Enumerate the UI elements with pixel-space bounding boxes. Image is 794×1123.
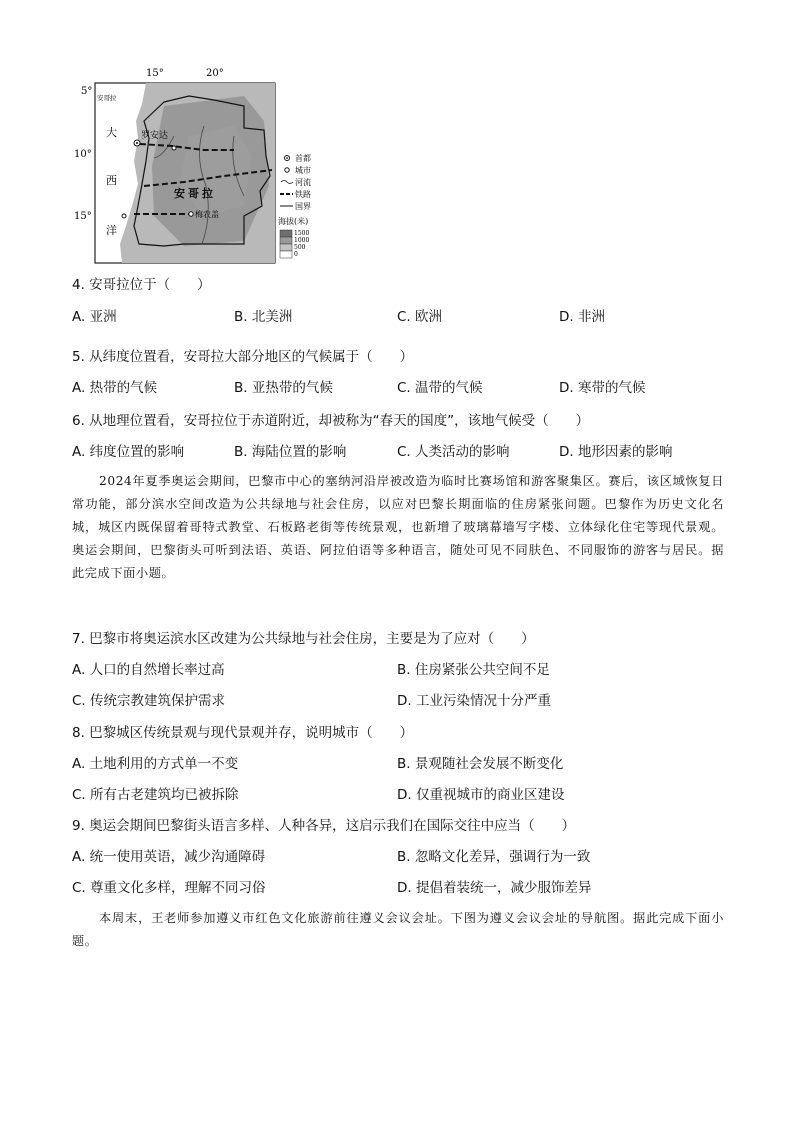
elev-level: 1000: [294, 237, 310, 244]
elev-level: 0: [294, 251, 298, 258]
elev-level: 500: [294, 244, 306, 251]
angola-map: [74, 66, 334, 266]
capital-marker-dot: [136, 142, 138, 144]
ocean-label: 洋: [106, 224, 117, 237]
country-label: 安哥拉: [174, 187, 216, 200]
question-5-option-d[interactable]: D. 寒带的气候: [559, 380, 646, 396]
question-9-option-c[interactable]: C. 尊重文化多样，理解不同习俗: [72, 880, 266, 896]
question-9-option-a[interactable]: A. 统一使用英语，减少沟通障碍: [72, 849, 266, 865]
question-7-stem: 7. 巴黎市将奥运滨水区改建为公共绿地与社会住房，主要是为了应对（ ）: [72, 631, 535, 647]
city-marker: [122, 214, 126, 218]
question-9-option-b[interactable]: B. 忽略文化差异，强调行为一致: [397, 849, 591, 865]
question-7-option-a[interactable]: A. 人口的自然增长率过高: [72, 662, 225, 678]
elev-swatch: [280, 237, 292, 244]
question-8-option-c[interactable]: C. 所有古老建筑均已被拆除: [72, 787, 239, 803]
question-5-option-a[interactable]: A. 热带的气候: [72, 380, 158, 396]
city-marker: [172, 146, 176, 150]
question-6-option-d[interactable]: D. 地形因素的影响: [559, 444, 673, 460]
legend-city: 城市: [295, 166, 311, 175]
elev-swatch: [280, 244, 292, 251]
corner-label: 安哥拉: [97, 94, 117, 102]
lat-label: 5°: [81, 86, 93, 97]
question-8-option-a[interactable]: A. 土地利用的方式单一不变: [72, 756, 239, 772]
legend-elev-title: 海拔(米): [278, 217, 309, 226]
question-8-stem: 8. 巴黎城区传统景观与现代景观并存，说明城市（ ）: [72, 725, 414, 741]
reading-passage-paris: 2024年夏季奥运会期间，巴黎市中心的塞纳河沿岸被改造为临时比赛场馆和游客聚集区。赛后，该区域恢复日常功能，部分滨水空间改造为公共绿地与社会住房，以应对巴黎长期面临的住房紧张问题。巴黎作为历史文化名城，城区内既保留着哥特式教堂、石板路老街等传统景观，也新增了玻璃幕墙写字楼、立体绿化住宅等现代景观。奥运会期间，巴黎街头可听到法语、英语、阿拉伯语等多种语言，随处可见不同肤色、不同服饰的游客与居民。据此完成下面小题。: [72, 474, 724, 580]
lat-label: 10°: [74, 149, 92, 160]
lon-label: 15°: [146, 68, 164, 79]
question-5-option-c[interactable]: C. 温带的气候: [397, 380, 483, 396]
question-4-option-d[interactable]: D. 非洲: [559, 309, 605, 325]
elev-level: 1500: [294, 230, 310, 237]
question-5-stem: 5. 从纬度位置看，安哥拉大部分地区的气候属于（ ）: [72, 349, 414, 365]
elev-swatch: [280, 230, 292, 237]
question-6-option-a[interactable]: A. 纬度位置的影响: [72, 444, 185, 460]
question-7-option-d[interactable]: D. 工业污染情况十分严重: [397, 693, 551, 709]
legend-river: 河流: [295, 178, 311, 187]
legend-rail: 铁路: [295, 190, 311, 199]
question-5-option-b[interactable]: B. 亚热带的气候: [234, 380, 333, 396]
map-legend: [278, 153, 311, 258]
question-9-stem: 9. 奥运会期间巴黎街头语言多样、人种各异，这启示我们在国际交往中应当（ ）: [72, 818, 576, 834]
question-8-option-d[interactable]: D. 仅重视城市的商业区建设: [397, 787, 565, 803]
question-6-option-c[interactable]: C. 人类活动的影响: [397, 444, 510, 460]
question-4-stem: 4. 安哥拉位于（ ）: [72, 277, 211, 293]
city-label: 罗安达: [141, 131, 169, 141]
question-8-option-b[interactable]: B. 景观随社会发展不断变化: [397, 756, 564, 772]
ocean-label: 西: [106, 174, 117, 187]
ocean-label: 大: [106, 126, 117, 139]
city-marker: [189, 212, 193, 216]
question-4-option-b[interactable]: B. 北美洲: [234, 309, 293, 325]
question-7-option-c[interactable]: C. 传统宗教建筑保护需求: [72, 693, 226, 709]
elev-swatch: [280, 251, 292, 258]
question-4-option-a[interactable]: A. 亚洲: [72, 309, 117, 325]
lat-label: 15°: [74, 211, 92, 222]
legend-capital: 首都: [295, 154, 311, 163]
city-label: 梅农盖: [195, 210, 219, 219]
question-9-option-d[interactable]: D. 提倡着装统一，减少服饰差异: [397, 880, 592, 896]
legend-border: 国界: [295, 202, 311, 211]
question-4-option-c[interactable]: C. 欧洲: [397, 309, 443, 325]
lon-label: 20°: [206, 68, 224, 79]
river-legend-icon: [281, 181, 293, 184]
reading-passage-zunyi: 本周末，王老师参加遵义市红色文化旅游前往遵义会议会址。下图为遵义会议会址的导航图。据此完成下面小题。: [72, 911, 724, 948]
question-7-option-b[interactable]: B. 住房紧张公共空间不足: [397, 662, 550, 678]
city-legend-icon: [285, 168, 289, 172]
question-6-stem: 6. 从地理位置看，安哥拉位于赤道附近，却被称为“春天的国度”，该地气候受（ ）: [72, 413, 590, 429]
question-6-option-b[interactable]: B. 海陆位置的影响: [234, 444, 347, 460]
